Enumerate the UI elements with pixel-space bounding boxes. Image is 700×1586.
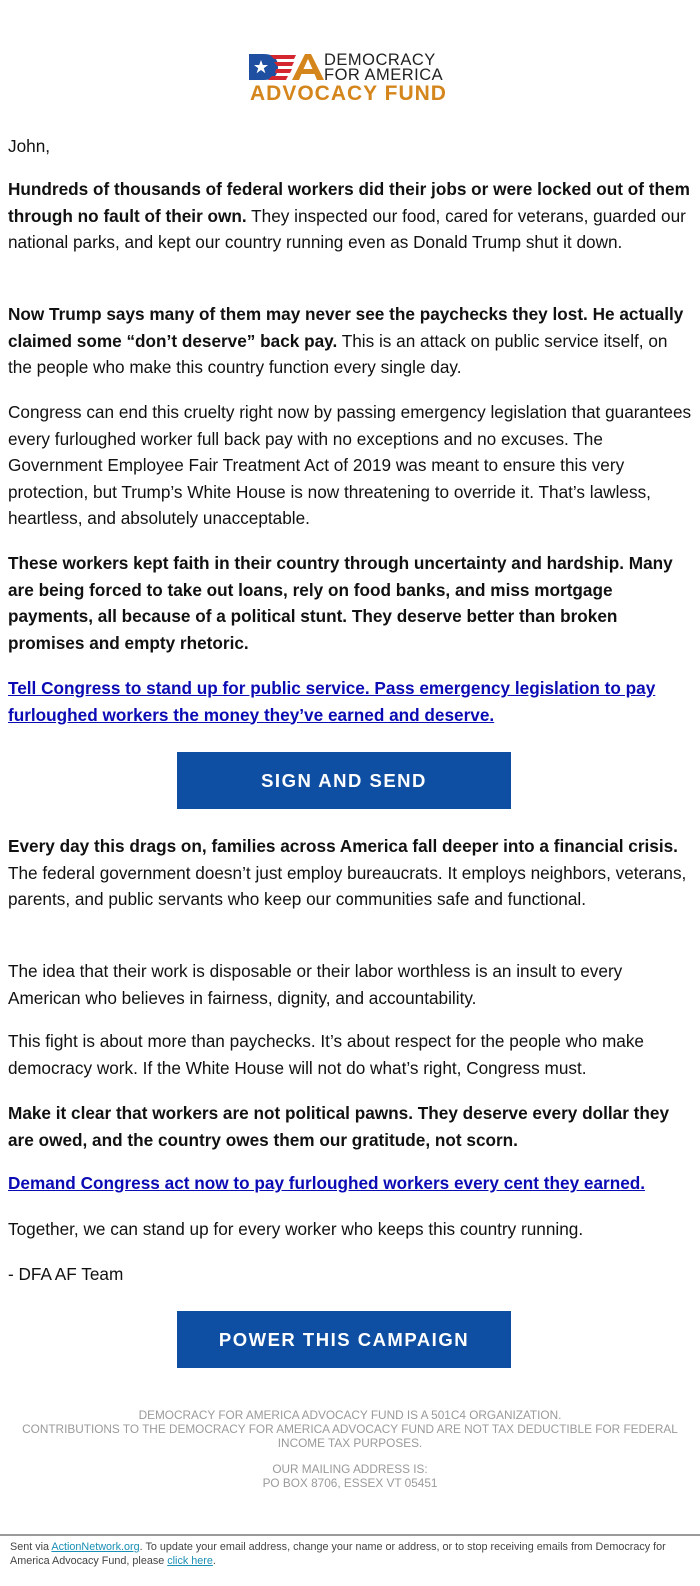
legal-disclaimer bbox=[0, 1408, 700, 1450]
paragraph-6: The idea that their work is disposable or their labor worthless is an insult to every American who believes in fairness, dignity, and accountability. bbox=[8, 961, 623, 1008]
paragraph-5-text: The federal government doesn’t just employ bureaucrats. It employs neighbors, veterans, parents, and public servants who keep our communities safe and functional. bbox=[8, 862, 687, 909]
paragraph-5 bbox=[8, 833, 692, 913]
legal-tax: CONTRIBUTIONS TO THE DEMOCRACY FOR AMERICA ADVOCACY FUND ARE NOT TAX DEDUCTIBLE FOR FEDERAL INCOME TAX PURPOSES. bbox=[22, 1422, 678, 1450]
logo-line-advocacy-fund: ADVOCACY FUND bbox=[250, 82, 447, 105]
paragraph-2-text: This is an attack on public service itself, on the people who make this country function every single day. bbox=[8, 330, 668, 377]
sent-middle: . To update your email address, change your name or address, or to stop receiving emails from Democracy for America Advocacy Fund, please bbox=[10, 1541, 666, 1567]
actionnetwork-link[interactable]: ActionNetwork.org bbox=[51, 1541, 140, 1553]
paragraph-1 bbox=[8, 176, 692, 256]
sign-and-send-button[interactable]: SIGN AND SEND bbox=[177, 752, 511, 809]
sent-suffix: . bbox=[212, 1555, 216, 1567]
dfa-flag-mark-icon bbox=[248, 52, 324, 82]
paragraph-7: This fight is about more than paychecks. It’s about respect for the people who make democracy work. If the White House will not do what’s right, Congress must. bbox=[8, 1031, 644, 1078]
paragraph-9: Together, we can stand up for every worker who keeps this country running. bbox=[8, 1219, 584, 1239]
sent-via-notice bbox=[10, 1540, 690, 1568]
logo-line-democracy: DEMOCRACY bbox=[324, 51, 436, 69]
link-paragraph-1 bbox=[8, 675, 692, 728]
greeting: John, bbox=[8, 136, 51, 156]
mailing-address bbox=[0, 1462, 700, 1490]
dfa-logo bbox=[248, 52, 448, 104]
power-this-campaign-button[interactable]: POWER THIS CAMPAIGN bbox=[177, 1311, 511, 1368]
tell-congress-link[interactable]: Tell Congress to stand up for public service. Pass emergency legislation to pay furloughed workers the money they’ve earned and deserve. bbox=[8, 678, 656, 725]
mailing-address-value: PO BOX 8706, ESSEX VT 05451 bbox=[262, 1476, 438, 1490]
unsubscribe-link[interactable]: click here bbox=[167, 1555, 213, 1567]
paragraph-4: These workers kept faith in their country through uncertainty and hardship. Many are being forced to take out loans, rely on food banks, and miss mortgage payments, all because of a political stunt. They deserve better than broken promises and empty rhetoric. bbox=[8, 553, 673, 653]
paragraph-2 bbox=[8, 301, 692, 381]
sent-prefix: Sent via bbox=[10, 1541, 52, 1553]
logo-line-for-america: FOR AMERICA bbox=[324, 66, 444, 84]
paragraph-1-text: They inspected our food, cared for veterans, guarded our national parks, and kept our country running even as Donald Trump shut it down. bbox=[8, 205, 686, 252]
legal-501c4: DEMOCRACY FOR AMERICA ADVOCACY FUND IS A 501C4 ORGANIZATION. bbox=[138, 1408, 562, 1422]
paragraph-3: Congress can end this cruelty right now by passing emergency legislation that guarantees every furloughed worker full back pay with no exceptions and no excuses. The Government Employee Fair Treatment Act of 2019 was meant to ensure this very protection, but Trump’s White House is now threatening to override it. That’s lawless, heartless, and absolutely unacceptable. bbox=[8, 402, 692, 528]
paragraph-2-bold: Now Trump says many of them may never see the paychecks they lost. He actually claimed some “don’t deserve” back pay. bbox=[8, 304, 684, 351]
mailing-address-label: OUR MAILING ADDRESS IS: bbox=[272, 1462, 428, 1476]
link-paragraph-2 bbox=[8, 1170, 692, 1197]
paragraph-1-bold: Hundreds of thousands of federal workers did their jobs or were locked out of them through no fault of their own. bbox=[8, 179, 690, 226]
paragraph-8: Make it clear that workers are not political pawns. They deserve every dollar they are owed, and the country owes them our gratitude, not scorn. bbox=[8, 1103, 670, 1150]
demand-congress-link[interactable]: Demand Congress act now to pay furloughed workers every cent they earned. bbox=[8, 1173, 646, 1193]
footer-divider bbox=[0, 1534, 700, 1536]
signature: - DFA AF Team bbox=[8, 1264, 124, 1284]
paragraph-5-bold: Every day this drags on, families across America fall deeper into a financial crisis. bbox=[8, 836, 678, 856]
